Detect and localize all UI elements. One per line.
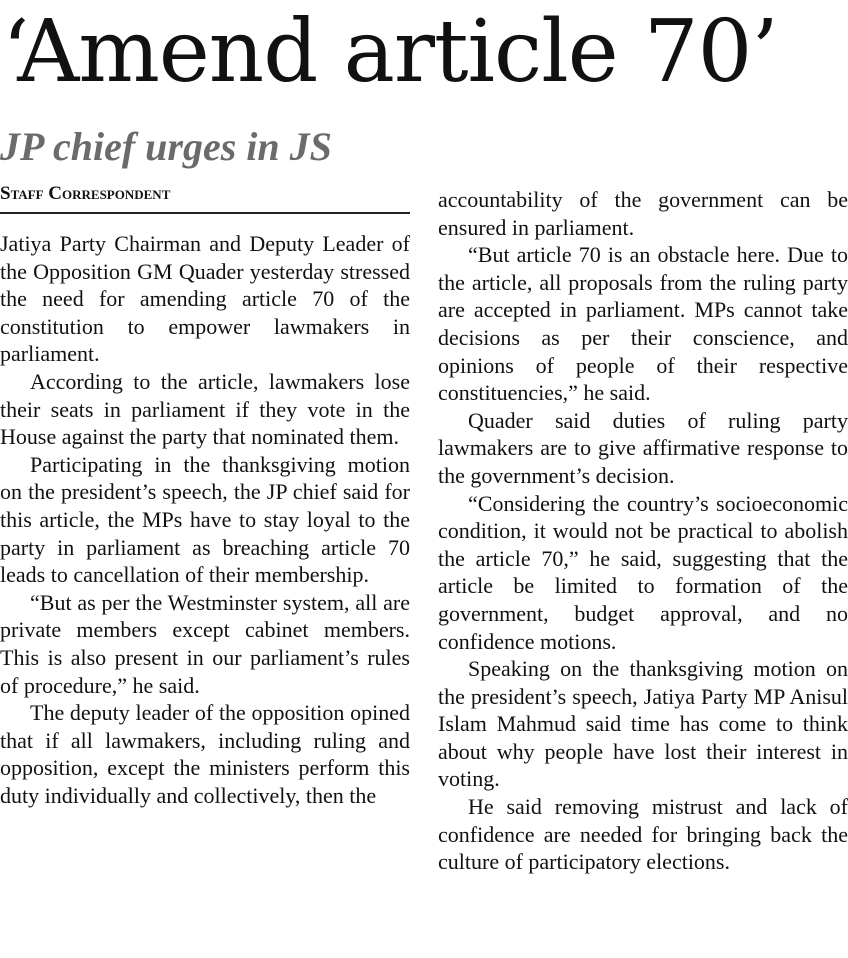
paragraph: The deputy leader of the opposition opined that if all lawmakers, including ruling and opposition, except the ministers perform this duty individually and collectively, then the [0,700,410,808]
byline: Staff Correspondent [0,183,171,204]
paragraph: “Considering the country’s socioeconomic condition, it would not be practical to abolish the article 70,” he said, suggesting that the article be limited to formation of the government, budget approval, and no confidence motions. [438,490,848,654]
paragraph: Quader said duties of ruling party lawmakers are to give affirmative response to the government’s decision. [438,407,848,488]
paragraph: “But as per the Westminster system, all are private members except cabinet members. This is also present in our parliament’s rules of procedure,” he said. [0,589,410,698]
paragraph: Jatiya Party Chairman and Deputy Leader of the Opposition GM Quader yesterday stressed the need for amending article 70 of the constitution to empower lawmakers in parliament. [0,231,410,367]
paragraph: “But article 70 is an obstacle here. Due to the article, all proposals from the ruling party are accepted in parliament. MPs cannot take decisions as per their conscience, and opinions of people of their respective constituencies,” he said. [438,242,848,406]
left-column [0,230,410,809]
right-column [438,186,848,876]
paragraph: Speaking on the thanksgiving motion on the president’s speech, Jatiya Party MP Anisul Islam Mahmud said time has come to think about why people have lost their interest in voting. [438,656,848,792]
paragraph: According to the article, lawmakers lose their seats in parliament if they vote in the House against the party that nominated them. [0,368,410,450]
paragraph: Participating in the thanksgiving motion on the president’s speech, the JP chief said for this article, the MPs have to stay loyal to the party in parliament as breaching article 70 leads to cancellation of their membership. [0,451,410,588]
byline-divider [0,212,410,214]
headline: ‘Amend article 70’ [2,2,778,102]
paragraph: He said removing mistrust and lack of confidence are needed for bringing back the culture of participatory elections. [438,794,848,875]
subheadline: JP chief urges in JS [0,124,332,169]
paragraph: accountability of the government can be ensured in parliament. [438,187,848,240]
